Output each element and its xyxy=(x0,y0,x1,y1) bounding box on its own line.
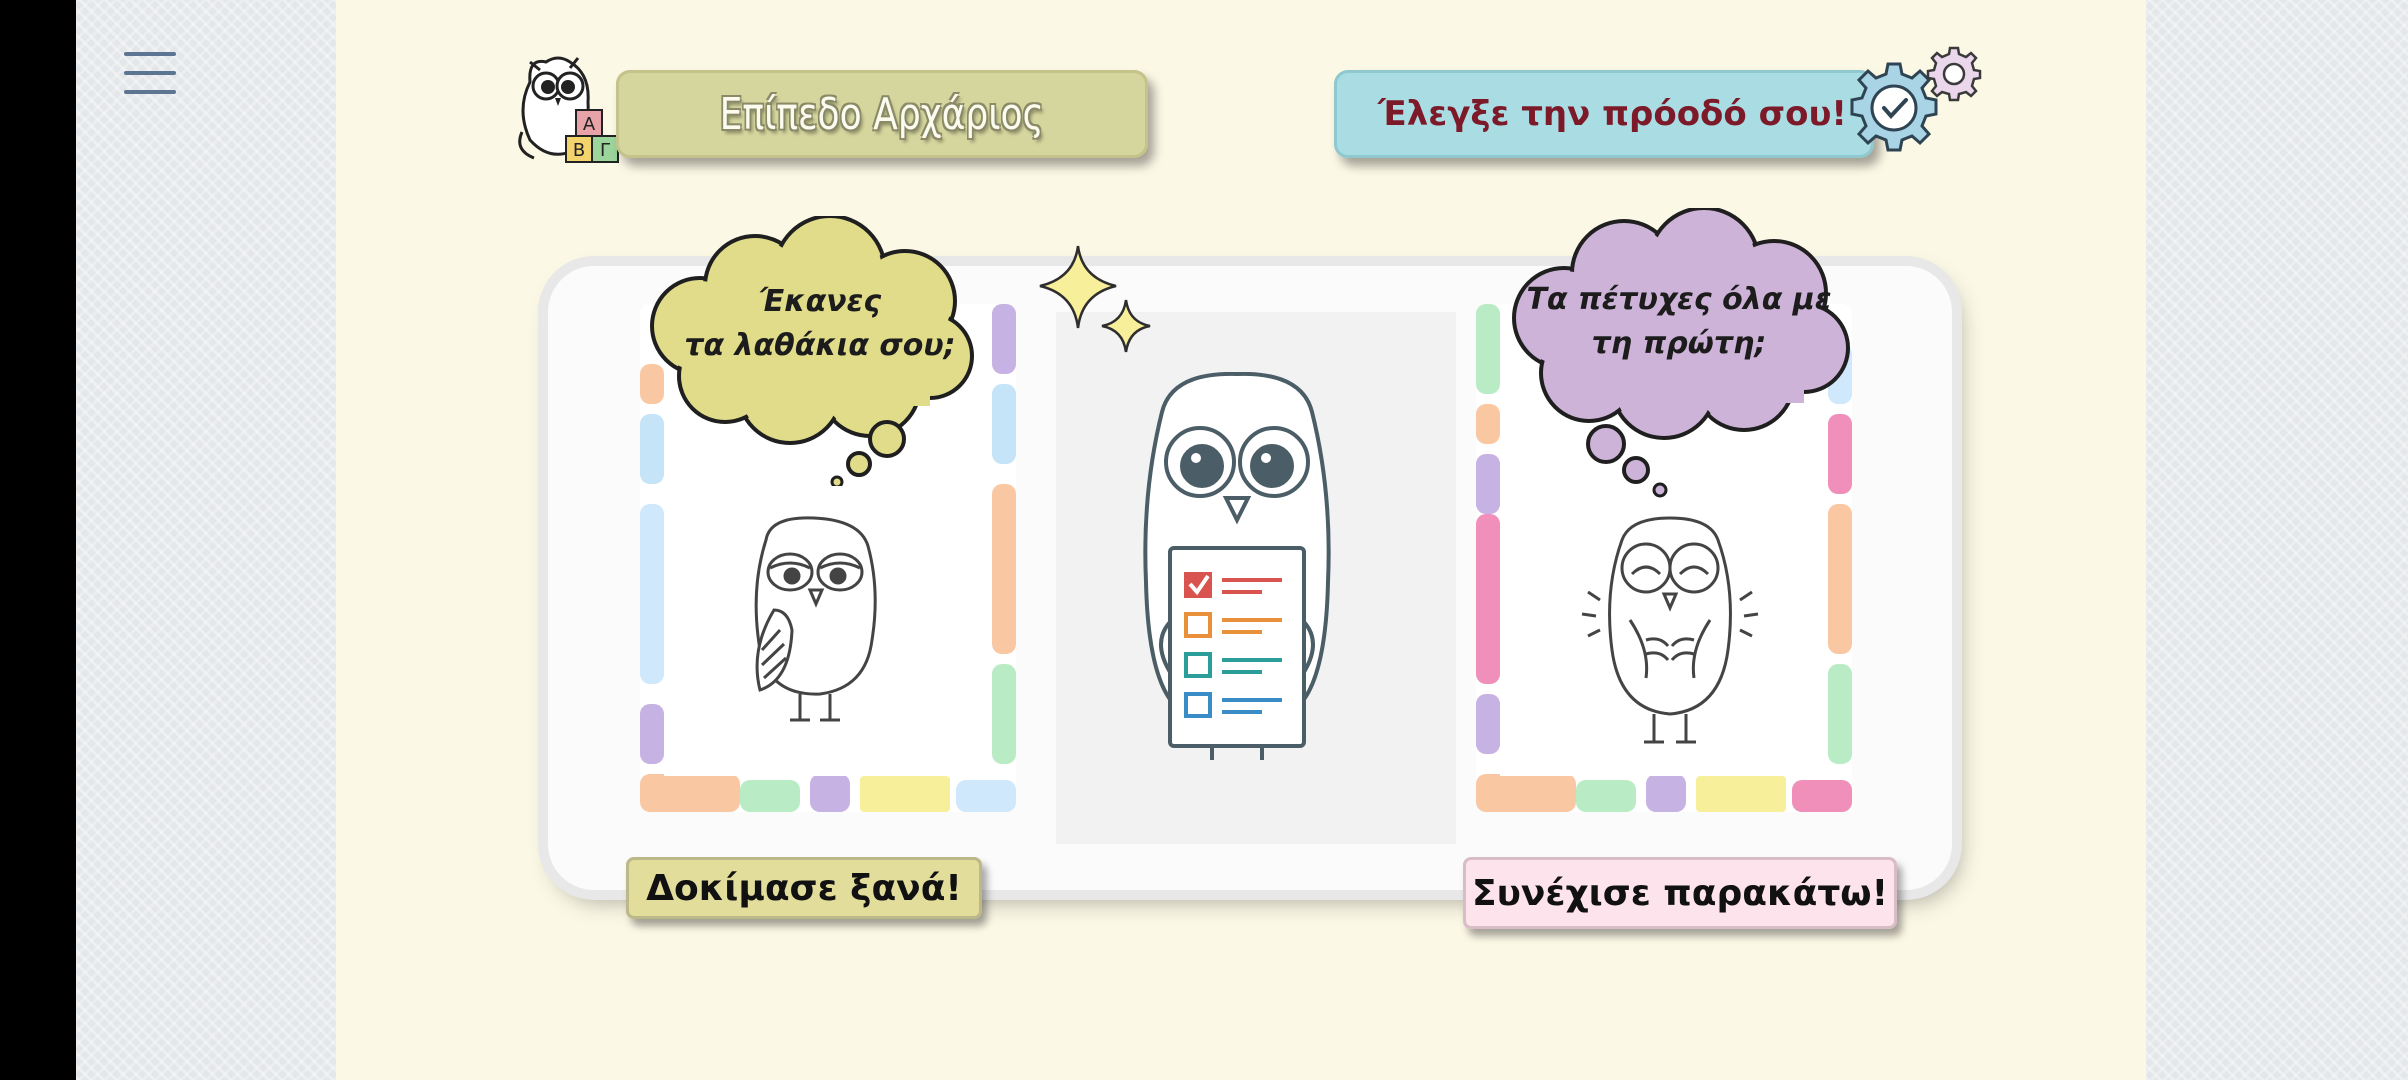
left-background-panel xyxy=(76,0,336,1080)
retry-button-label: Δοκίμασε ξανά! xyxy=(646,867,962,909)
continue-button-label: Συνέχισε παρακάτω! xyxy=(1471,872,1889,914)
left-thought-text xyxy=(680,280,960,368)
continue-button[interactable] xyxy=(1463,857,1897,929)
level-badge xyxy=(616,70,1148,158)
gears-check-icon xyxy=(1836,40,1992,170)
owl-with-checklist-illustration xyxy=(1112,372,1362,762)
block-letter-beta: Β xyxy=(572,140,586,161)
block-letter-gamma: Γ xyxy=(599,140,611,161)
left-black-bar xyxy=(0,0,76,1080)
happy-owl-illustration xyxy=(1560,510,1780,750)
right-thought-line1: Τα πέτυχες όλα με xyxy=(1526,282,1832,317)
left-thought-line2: τα λαθάκια σου; xyxy=(684,328,956,363)
sparkle-icon xyxy=(1036,242,1156,372)
thinking-owl-illustration xyxy=(730,510,900,730)
level-label: Επίπεδο Αρχάριος xyxy=(719,88,1045,140)
progress-label: Έλεγξε την πρόοδό σου! xyxy=(1378,94,1847,134)
retry-button[interactable] xyxy=(626,857,982,919)
check-progress-button[interactable] xyxy=(1334,70,1874,158)
right-thought-line2: τη πρώτη; xyxy=(1591,326,1767,361)
left-thought-line1: Έκανες xyxy=(758,284,882,319)
block-letter-alpha: Α xyxy=(582,114,596,135)
right-background-panel xyxy=(2146,0,2408,1080)
hamburger-menu-icon[interactable] xyxy=(124,52,178,94)
right-thought-text xyxy=(1514,278,1844,366)
